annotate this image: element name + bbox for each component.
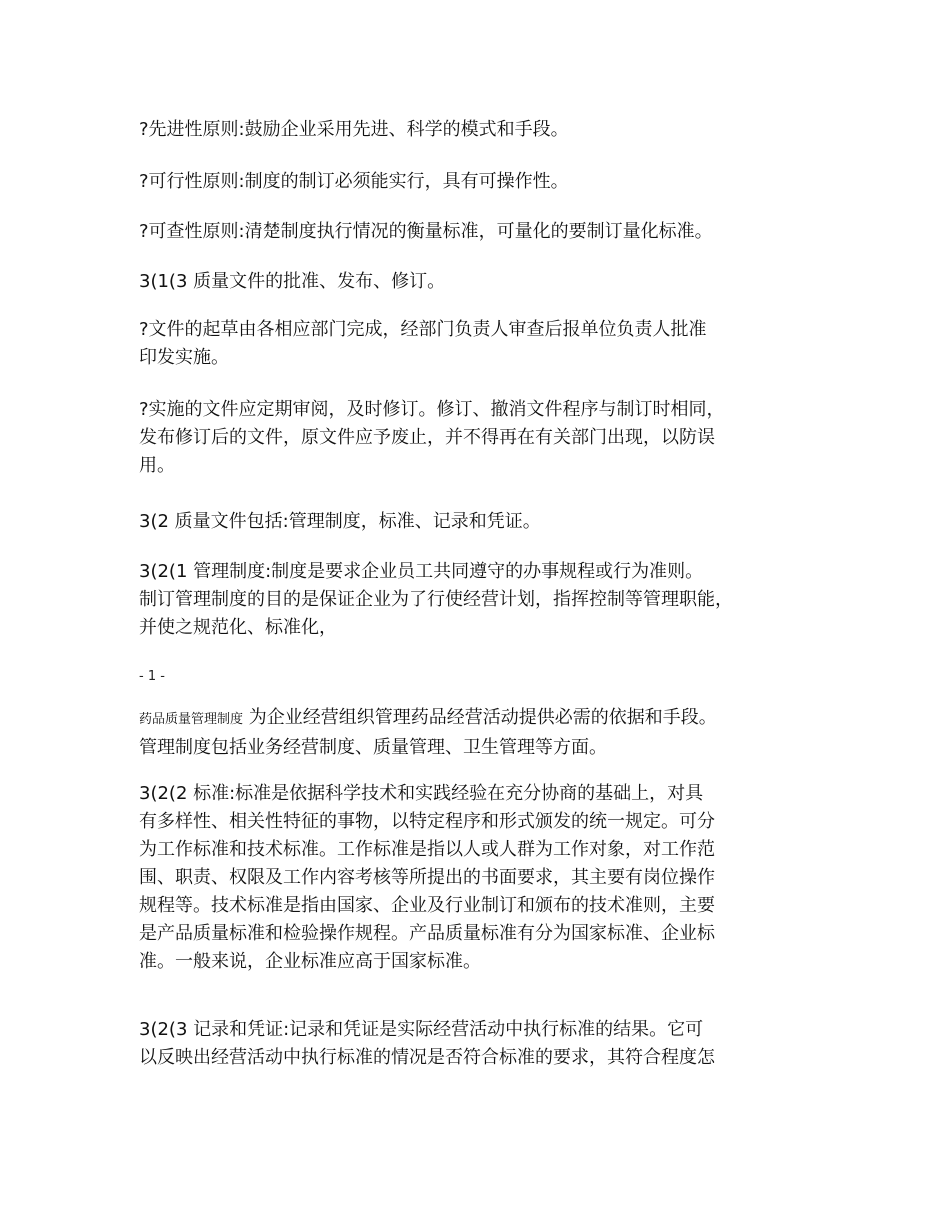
running-header-label: 药品质量管理制度 bbox=[139, 712, 244, 727]
text-line: 准。一般来说，企业标准应高于国家标准。 bbox=[139, 951, 481, 972]
paragraph-advanced-principle bbox=[139, 116, 839, 144]
text-line: 3(2 质量文件包括:管理制度，标准、记录和凭证。 bbox=[139, 511, 541, 532]
text-line: 围、职责、权限及工作内容考核等所提出的书面要求，其主要有岗位操作 bbox=[139, 867, 715, 888]
text-line bbox=[139, 704, 839, 734]
text-line: ?可行性原则:制度的制订必须能实行，具有可操作性。 bbox=[139, 171, 569, 192]
text-line: 并使之规范化、标准化， bbox=[139, 617, 337, 638]
text-line: 3(2(3 记录和凭证:记录和凭证是实际经营活动中执行标准的结果。它可 bbox=[139, 1019, 704, 1040]
text-line: 以反映出经营活动中执行标准的情况是否符合标准的要求，其符合程度怎 bbox=[139, 1047, 715, 1068]
text-line: ?先进性原则:鼓励企业采用先进、科学的模式和手段。 bbox=[139, 119, 569, 140]
paragraph-review bbox=[139, 396, 839, 480]
text-line: ?实施的文件应定期审阅，及时修订。修订、撤消文件程序与制订时相同， bbox=[139, 399, 725, 420]
paragraph-standards bbox=[139, 780, 839, 976]
paragraph-drafting bbox=[139, 316, 839, 372]
text-line: 发布修订后的文件，原文件应予废止，并不得再在有关部门出现，以防误 bbox=[139, 427, 715, 448]
text-line: 是产品质量标准和检验操作规程。产品质量标准有分为国家标准、企业标 bbox=[139, 923, 715, 944]
text-line: 有多样性、相关性特征的事物，以特定程序和形式颁发的统一规定。可分 bbox=[139, 811, 715, 832]
text-line: ?可查性原则:清楚制度执行情况的衡量标准，可量化的要制订量化标准。 bbox=[139, 221, 713, 242]
paragraph-feasibility-principle bbox=[139, 168, 839, 196]
section-heading-approval bbox=[139, 268, 839, 296]
text-line: 管理制度包括业务经营制度、质量管理、卫生管理等方面。 bbox=[139, 737, 607, 758]
text-line: 3(2(2 标准:标准是依据科学技术和实践经验在充分协商的基础上，对具 bbox=[139, 783, 704, 804]
page-number: - 1 - bbox=[139, 669, 165, 684]
text-line: 用。 bbox=[139, 455, 175, 476]
text-line: 制订管理制度的目的是保证企业为了行使经营计划，指挥控制等管理职能， bbox=[139, 589, 733, 610]
text-line: 为工作标准和技术标准。工作标准是指以人或人群为工作对象，对工作范 bbox=[139, 839, 715, 860]
paragraph-management-system bbox=[139, 558, 839, 642]
section-heading-quality-documents bbox=[139, 508, 839, 536]
text-line: 3(2(1 管理制度:制度是要求企业员工共同遵守的办事规程或行为准则。 bbox=[139, 561, 704, 582]
paragraph-verifiability-principle bbox=[139, 218, 839, 246]
text-line: 规程等。技术标准是指由国家、企业及行业制订和颁布的技术准则，主要 bbox=[139, 895, 715, 916]
text-line: 印发实施。 bbox=[139, 347, 229, 368]
text-line: ?文件的起草由各相应部门完成，经部门负责人审查后报单位负责人批准 bbox=[139, 319, 707, 340]
paragraph-records bbox=[139, 1016, 839, 1072]
text-span: 为企业经营组织管理药品经营活动提供必需的依据和手段。 bbox=[243, 707, 717, 728]
text-line: 3(1(3 质量文件的批准、发布、修订。 bbox=[139, 271, 446, 292]
paragraph-continuation bbox=[139, 704, 839, 762]
